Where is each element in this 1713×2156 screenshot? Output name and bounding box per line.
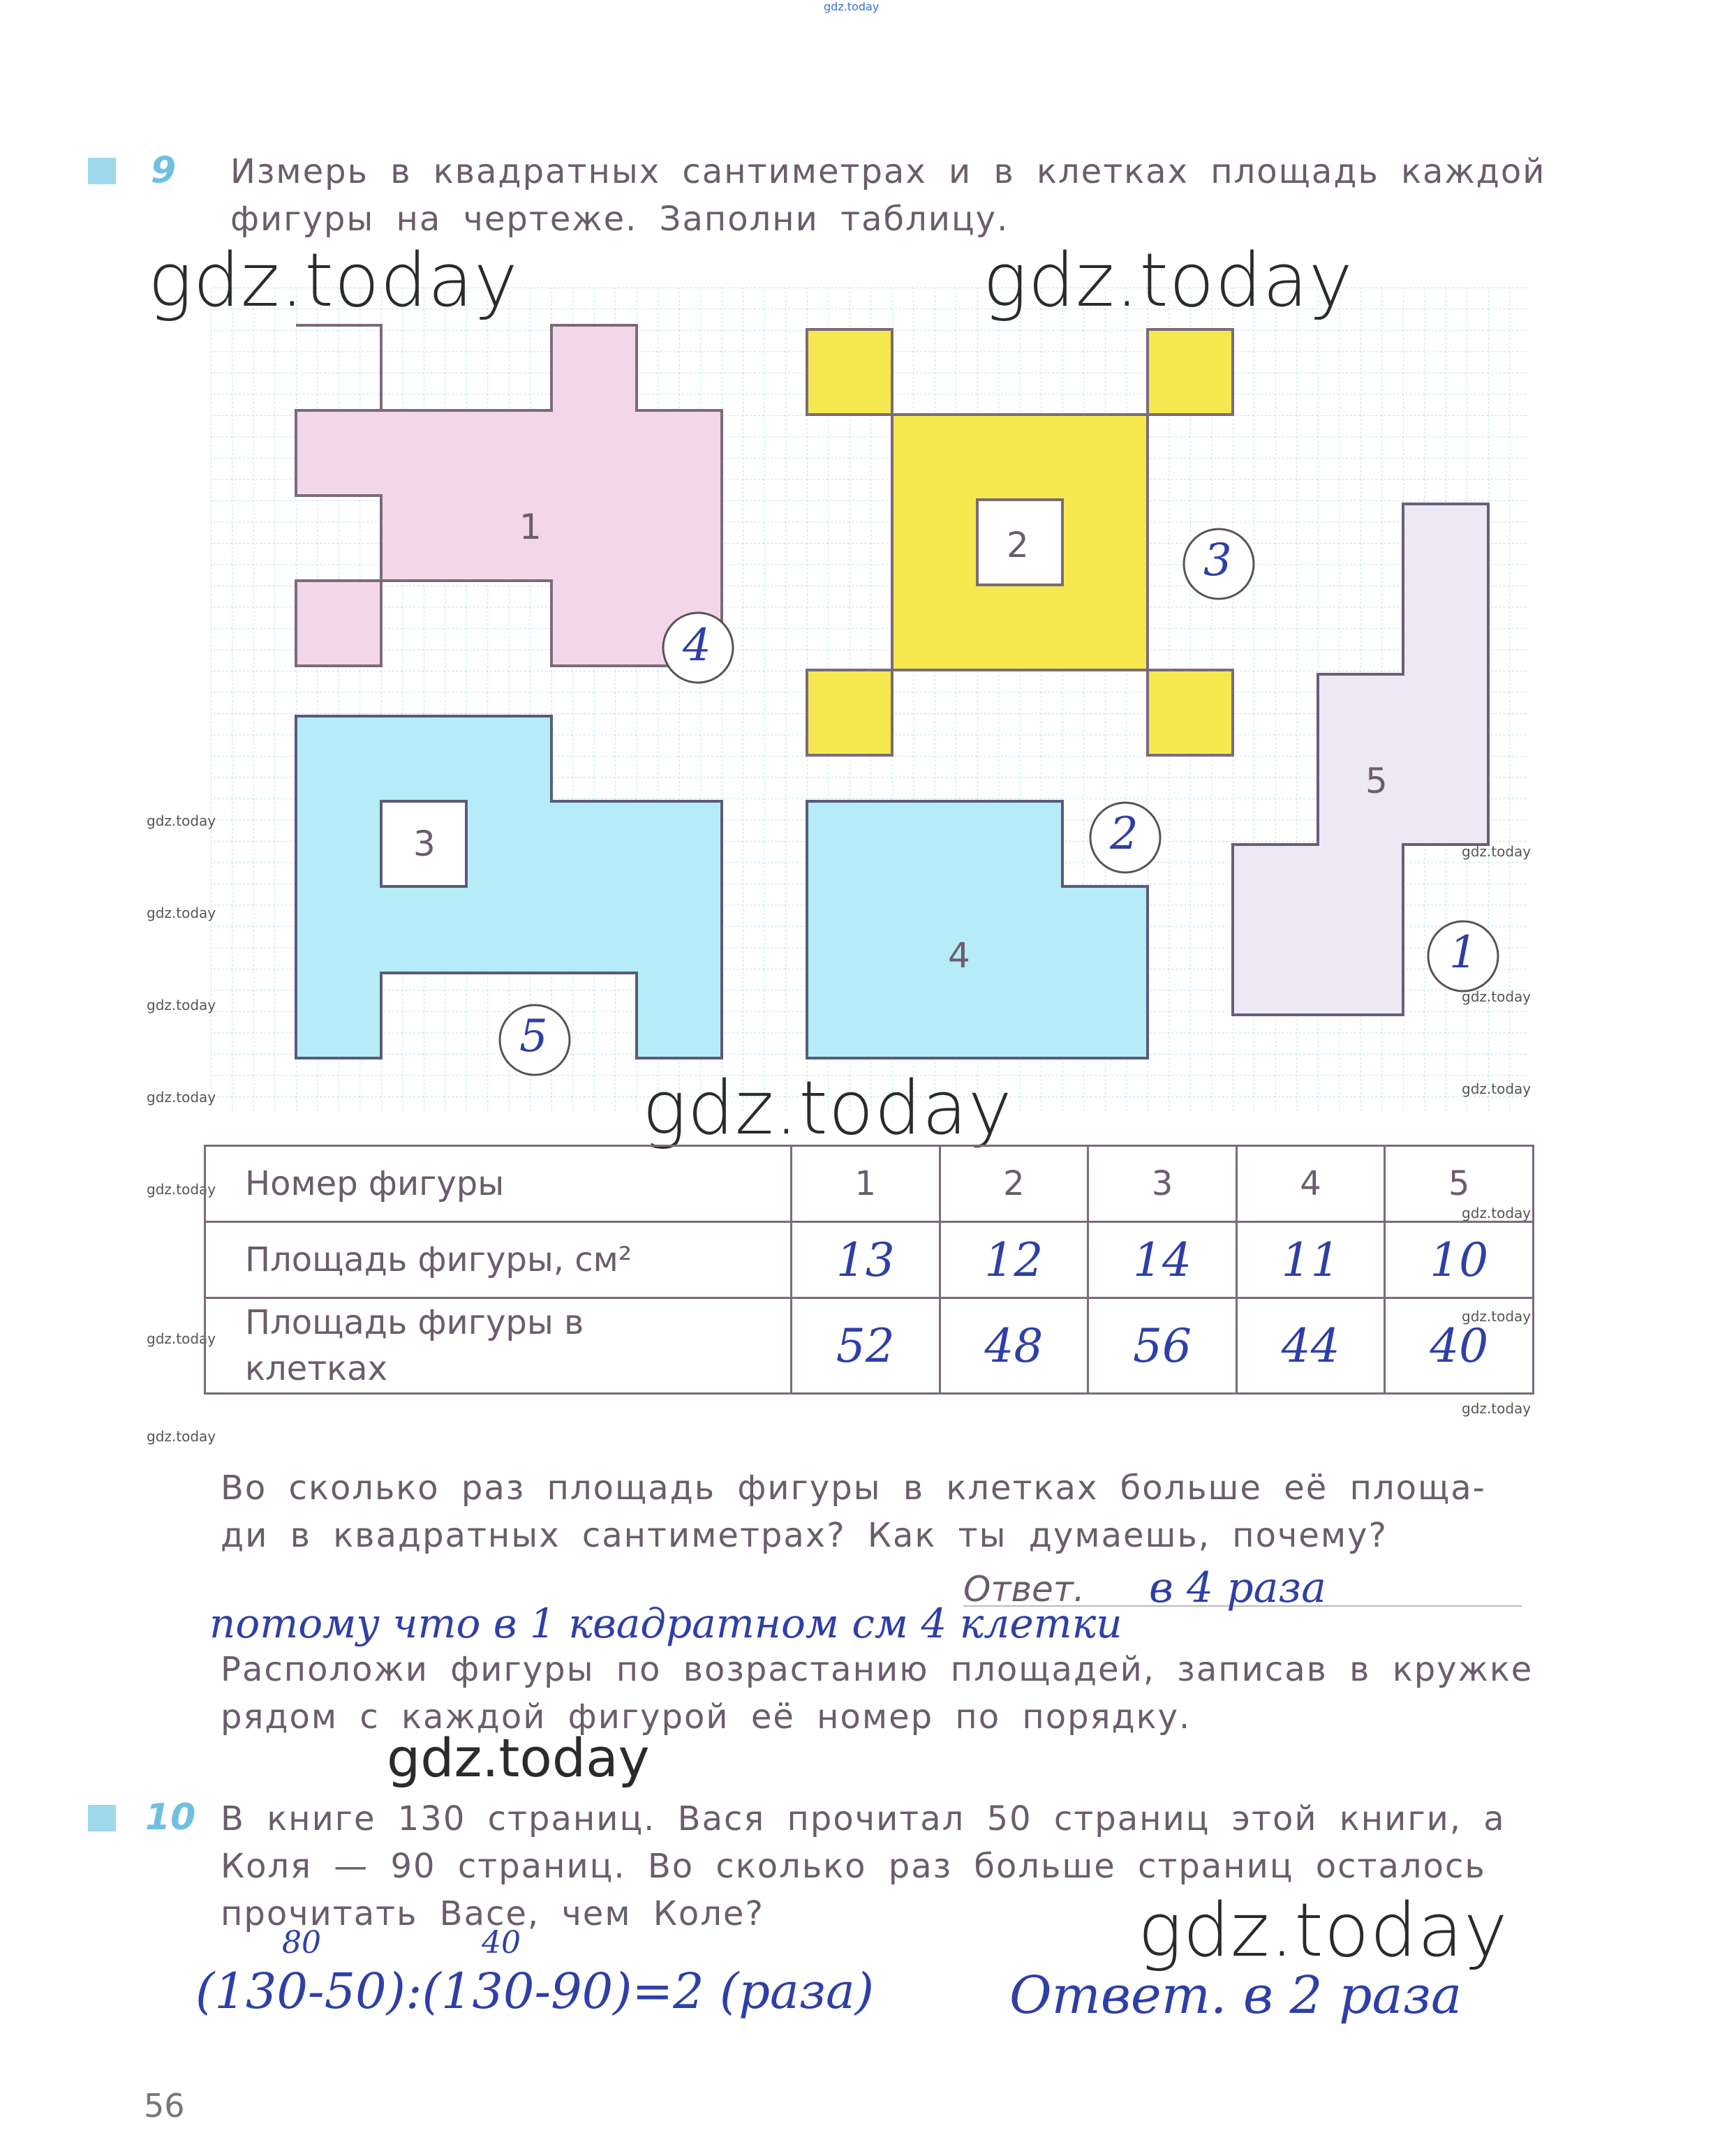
top-watermark: gdz.today	[824, 0, 880, 13]
table-cell: 52	[792, 1298, 940, 1394]
figure-1-label: 1	[519, 507, 542, 547]
task-10-number: 10	[145, 1797, 196, 1838]
page-number: 56	[144, 2087, 185, 2125]
watermark-small: gdz.today	[1462, 843, 1532, 860]
solution-handwritten: (130-50):(130-90)=2 (раза)	[195, 1963, 875, 2020]
order-number-figure-1: 4	[683, 620, 711, 671]
note-80: 80	[282, 1925, 321, 1961]
watermark-small: gdz.today	[147, 1330, 216, 1347]
note-40: 40	[482, 1925, 521, 1961]
row-header-line: Площадь фигуры в	[245, 1303, 584, 1342]
table-cell: 40	[1385, 1298, 1534, 1394]
watermark-big: gdz.today	[1138, 1887, 1508, 1973]
figure-4-label: 4	[948, 935, 970, 976]
answer-handwritten: в 4 раза	[1149, 1563, 1326, 1612]
watermark-big: gdz.today	[983, 237, 1354, 323]
watermark-small: gdz.today	[1462, 1205, 1532, 1221]
table-cell: 48	[940, 1298, 1088, 1394]
row-header-area-cells	[205, 1298, 792, 1394]
question-line1: Во сколько раз площадь фигуры в клетках больше её площа-	[221, 1469, 1486, 1508]
watermark-small: gdz.today	[147, 997, 216, 1013]
table-row	[205, 1298, 1534, 1394]
figure-5-label: 5	[1365, 761, 1388, 801]
task-10-text-line2: Коля — 90 страниц. Во сколько раз больше страниц осталось	[221, 1847, 1486, 1886]
order-number-figure-2: 3	[1203, 535, 1232, 586]
task-10-text-line1: В книге 130 страниц. Вася прочитал 50 страниц этой книги, а	[221, 1799, 1506, 1838]
task-9-text-line1: Измерь в квадратных сантиметрах и в клетках площадь каждой	[230, 152, 1546, 191]
table-cell: 3	[1088, 1146, 1237, 1222]
row-header-number: Номер фигуры	[205, 1146, 792, 1222]
table-cell: 10	[1385, 1222, 1534, 1298]
task-9-text-line2: фигуры на чертеже. Заполни таблицу.	[230, 200, 1009, 239]
question-line2: ди в квадратных сантиметрах? Как ты думаешь, почему?	[221, 1516, 1388, 1555]
task-10-answer-handwritten: Ответ. в 2 раза	[1009, 1965, 1462, 2025]
order-number-figure-5: 1	[1449, 927, 1478, 979]
table-cell: 56	[1088, 1298, 1237, 1394]
watermark-small: gdz.today	[1462, 1080, 1532, 1097]
row-header-area-cm2: Площадь фигуры, см²	[205, 1222, 792, 1298]
table-cell: 13	[792, 1222, 940, 1298]
table-cell: 2	[940, 1146, 1088, 1222]
table-cell: 1	[792, 1146, 940, 1222]
watermark-small: gdz.today	[147, 1181, 216, 1198]
areas-table	[204, 1145, 1534, 1395]
table-cell: 44	[1236, 1298, 1385, 1394]
task-9-number: 9	[151, 149, 177, 191]
task-10-text-line3: прочитать Васе, чем Коле?	[221, 1894, 764, 1933]
row-header-line: клетках	[245, 1349, 387, 1388]
table-row	[205, 1222, 1534, 1298]
instruction-line2: рядом с каждой фигурой её номер по порядку.	[221, 1697, 1192, 1737]
table-cell: 14	[1088, 1222, 1237, 1298]
table-cell: 12	[940, 1222, 1088, 1298]
order-number-figure-3: 5	[519, 1011, 548, 1062]
watermark-small: gdz.today	[147, 812, 216, 829]
order-number-figure-4: 2	[1110, 808, 1139, 860]
table-cell: 5	[1385, 1146, 1534, 1222]
figure-3-label: 3	[413, 824, 436, 864]
watermark-big: gdz.today	[148, 237, 519, 323]
table-cell: 4	[1236, 1146, 1385, 1222]
watermark-small: gdz.today	[147, 905, 216, 921]
watermark-medium: gdz.today	[387, 1727, 650, 1789]
answer-label: Ответ.	[963, 1569, 1085, 1609]
watermark-big: gdz.today	[642, 1065, 1013, 1151]
explanation-handwritten: потому что в 1 квадратном см 4 клетки	[209, 1600, 1122, 1647]
task-10-marker	[88, 1805, 116, 1831]
watermark-small: gdz.today	[147, 1089, 216, 1106]
table-cell: 11	[1236, 1222, 1385, 1298]
watermark-small: gdz.today	[1462, 988, 1532, 1005]
table-row	[205, 1146, 1534, 1222]
figure-2-label: 2	[1007, 525, 1029, 565]
watermark-small: gdz.today	[1462, 1308, 1532, 1325]
instruction-line1: Расположи фигуры по возрастанию площадей, записав в кружке	[221, 1650, 1534, 1689]
watermark-small: gdz.today	[1462, 1400, 1532, 1417]
watermark-small: gdz.today	[147, 1428, 216, 1445]
